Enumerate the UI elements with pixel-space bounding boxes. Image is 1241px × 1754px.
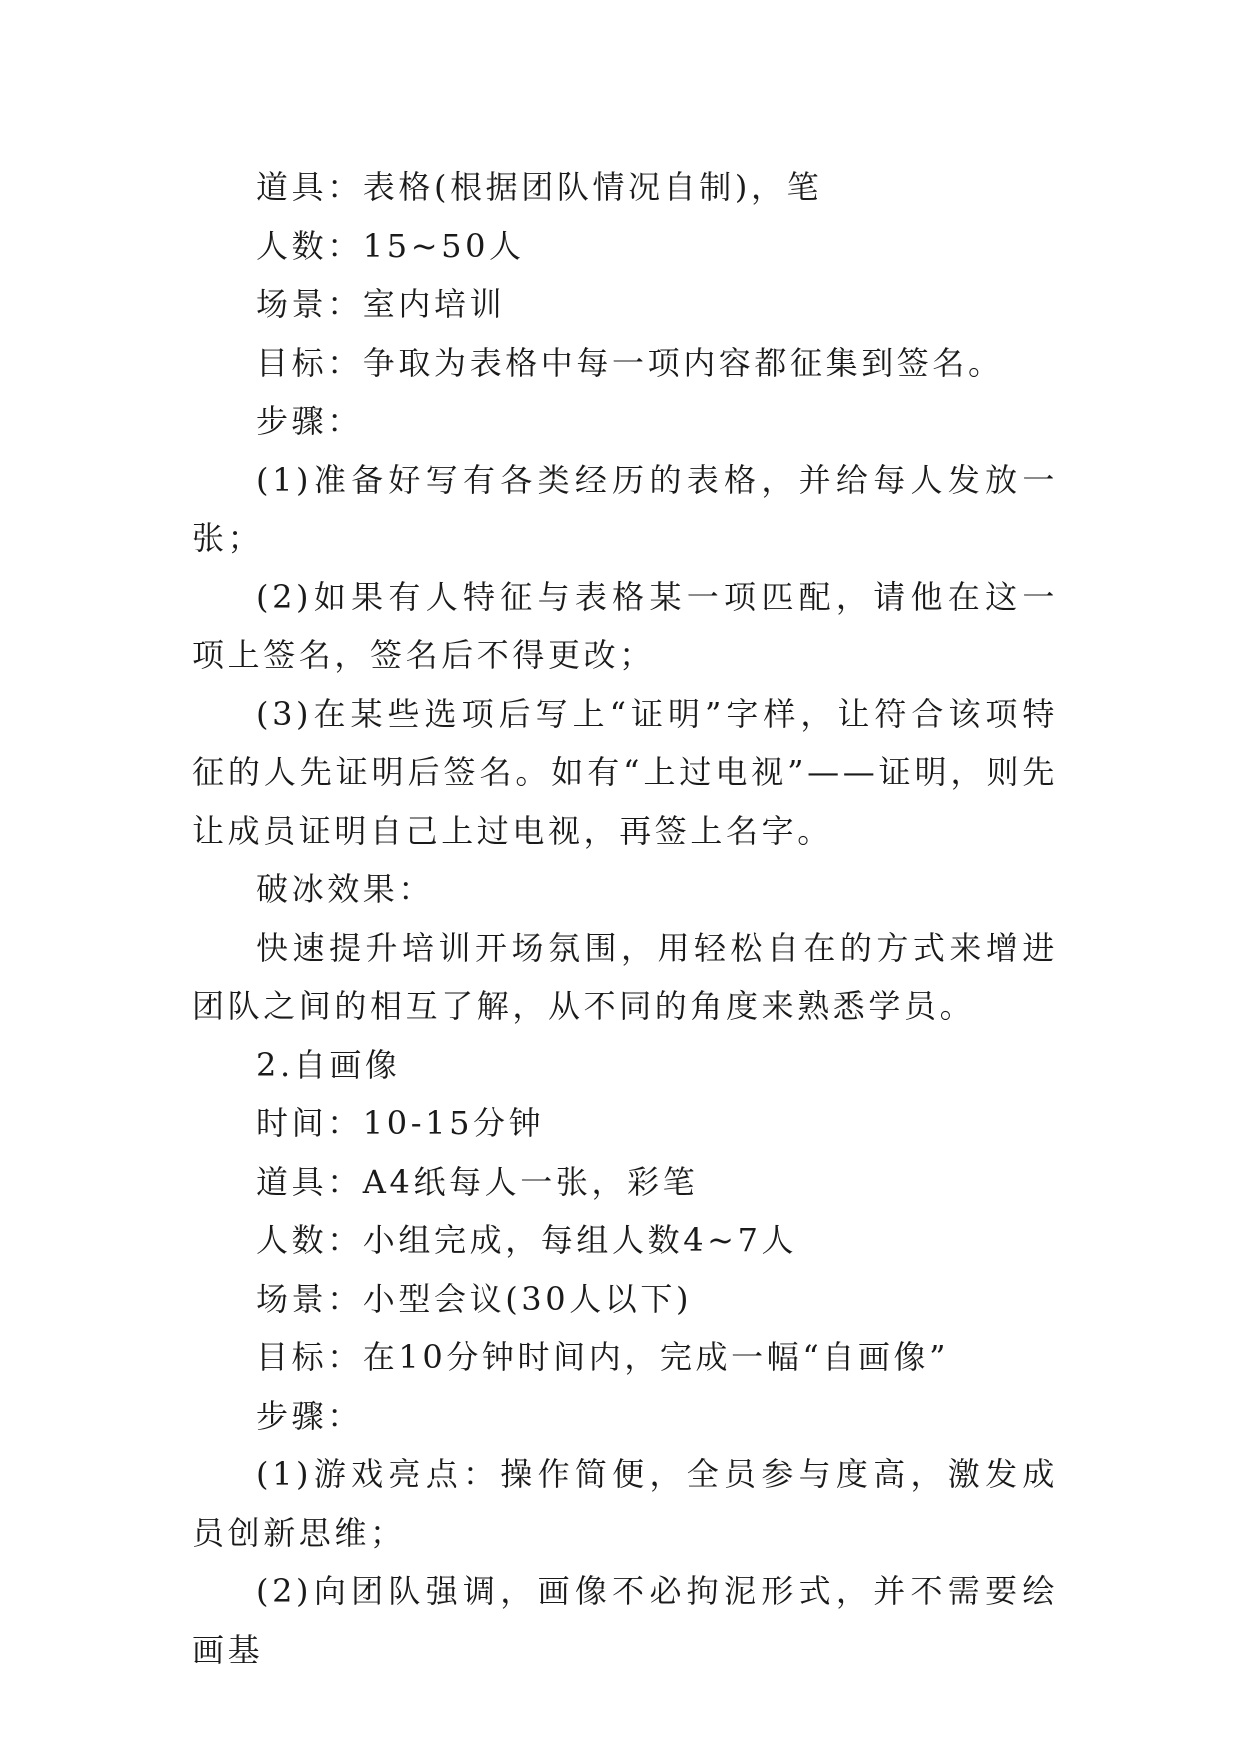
props-line: 道具：A4纸每人一张，彩笔 [256,1162,699,1201]
steps-heading: 步骤： [256,402,363,440]
time-line: 时间：10-15分钟 [256,1104,545,1142]
steps-heading: 步骤： [256,1396,363,1435]
step-item: (3)在某些选项后写上“证明”字样，让符合该项特征的人先证明后签名。如有“上过电视”——证明，则先让成员证明自己上过电视，再签上名字。 [192,694,1058,850]
section-title: 2.自画像 [256,1045,401,1084]
props-line: 道具：表格(根据团队情况自制)，笔 [256,168,823,206]
goal-line: 目标：在10分钟时间内，完成一幅“自画像” [256,1338,950,1376]
scene-line: 场景：小型会议(30人以下) [256,1279,693,1318]
step-item: (1)准备好写有各类经历的表格，并给每人发放一张； [192,460,1058,557]
participants-line: 人数：小组完成，每组人数4~7人 [256,1221,798,1259]
participants-line: 人数：15~50人 [256,226,525,265]
step-item: (2)如果有人特征与表格某一项匹配，请他在这一项上签名，签名后不得更改； [192,577,1058,674]
document-body [192,158,1058,1679]
goal-line: 目标：争取为表格中每一项内容都征集到签名。 [256,343,1004,382]
effect-text: 快速提升培训开场氛围，用轻松自在的方式来增进团队之间的相互了解，从不同的角度来熟悉学员。 [192,928,1058,1025]
step-item: (2)向团队强调，画像不必拘泥形式，并不需要绘画基 [192,1572,1058,1669]
step-item: (1)游戏亮点：操作简便，全员参与度高，激发成员创新思维； [192,1455,1058,1552]
effect-heading: 破冰效果： [256,870,435,908]
scene-line: 场景：室内培训 [256,285,506,323]
